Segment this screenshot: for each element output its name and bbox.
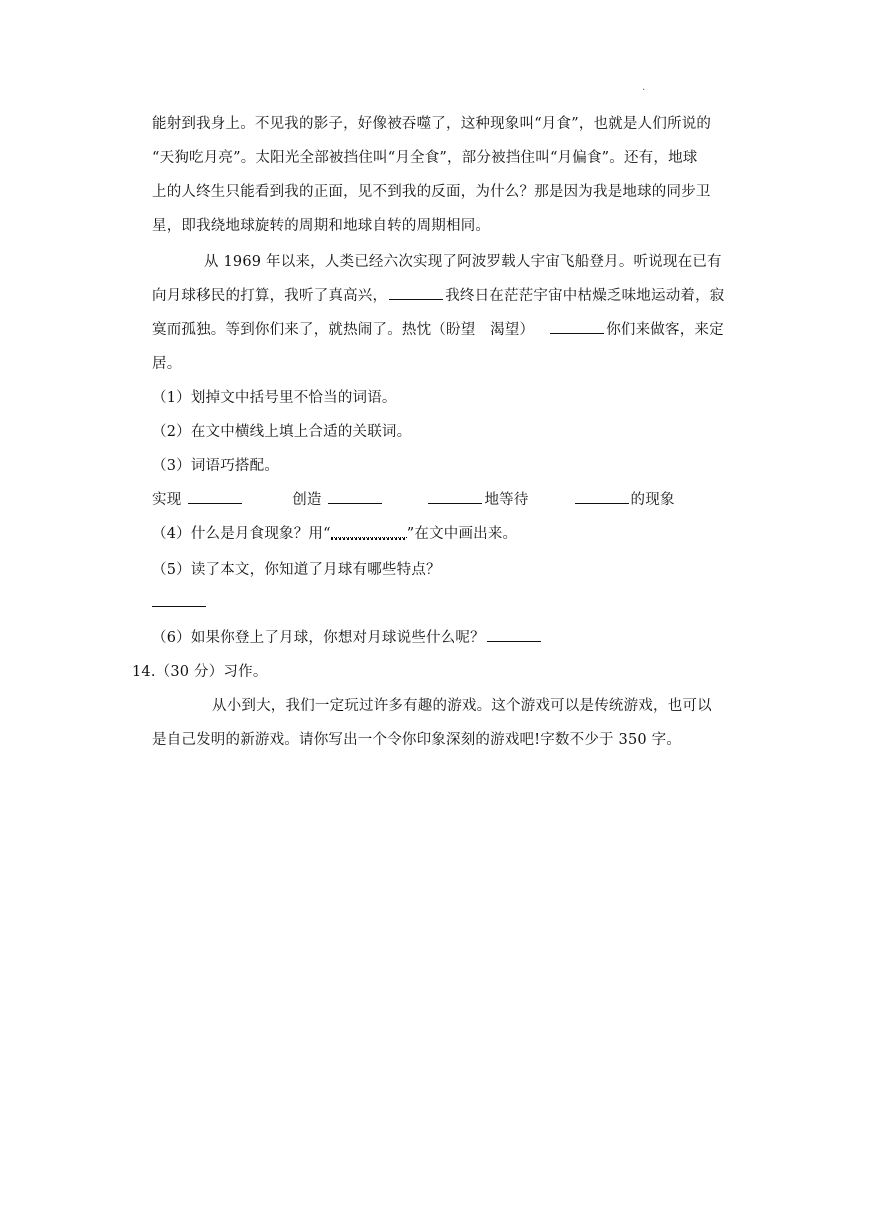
passage-text: 寞而孤独。等到你们来了，就热闹了。热忱（盼望 渴望） bbox=[152, 322, 535, 338]
question-5-answer bbox=[150, 592, 208, 611]
fill-blank[interactable] bbox=[550, 319, 604, 334]
q3-item-d: 的现象 bbox=[630, 492, 675, 508]
wavy-underline-icon bbox=[331, 525, 407, 538]
passage-line-5: 从 1969 年以来，人类已经六次实现了阿波罗载人宇宙飞船登月。听说现在已有 bbox=[204, 254, 722, 270]
fill-blank[interactable] bbox=[428, 489, 482, 504]
fill-blank[interactable] bbox=[389, 285, 443, 300]
question-14-line-1: 从小到大，我们一定玩过许多有趣的游戏。这个游戏可以是传统游戏，也可以 bbox=[212, 698, 712, 714]
fill-blank[interactable] bbox=[328, 489, 382, 504]
q6-text: （6）如果你登上了月球，你想对月球说些什么呢？ bbox=[152, 630, 485, 646]
passage-text: 你们来做客，来定 bbox=[606, 322, 724, 338]
passage-line-6 bbox=[152, 284, 725, 305]
fill-blank[interactable] bbox=[152, 592, 206, 607]
fill-blank[interactable] bbox=[487, 627, 541, 642]
fill-blank[interactable] bbox=[188, 489, 242, 504]
question-4 bbox=[152, 522, 517, 543]
question-14-line-2: 是自己发明的新游戏。请你写出一个令你印象深刻的游戏吧!字数不少于 350 字。 bbox=[152, 732, 682, 748]
passage-line-7 bbox=[152, 318, 724, 339]
passage-line-1: 能射到我身上。不见我的影子，好像被吞噬了，这种现象叫“月食”，也就是人们所说的 bbox=[152, 116, 712, 132]
q3-item-c: 地等待 bbox=[484, 492, 529, 508]
q4-text-a: （4）什么是月食现象？用“ bbox=[152, 526, 331, 542]
header-dot: . bbox=[642, 82, 646, 93]
passage-text: 我终日在茫茫宇宙中枯燥乏味地运动着，寂 bbox=[445, 288, 725, 304]
passage-line-2: “天狗吃月亮”。太阳光全部被挡住叫“月全食”，部分被挡住叫“月偏食”。还有，地球 bbox=[152, 150, 698, 166]
question-2: （2）在文中横线上填上合适的关联词。 bbox=[152, 424, 412, 440]
question-5: （5）读了本文，你知道了月球有哪些特点？ bbox=[152, 562, 441, 578]
q3-item-a: 实现 bbox=[152, 492, 182, 508]
fill-blank[interactable] bbox=[575, 489, 629, 504]
passage-text: 向月球移民的打算，我听了真高兴， bbox=[152, 288, 388, 304]
question-3: （3）词语巧搭配。 bbox=[152, 458, 280, 474]
question-1: （1）划掉文中括号里不恰当的词语。 bbox=[152, 390, 397, 406]
passage-line-8: 居。 bbox=[152, 356, 182, 372]
q4-text-b: ”在文中画出来。 bbox=[406, 526, 518, 542]
question-6 bbox=[152, 626, 543, 647]
passage-line-4: 星，即我绕地球旋转的周期和地球自转的周期相同。 bbox=[152, 218, 491, 234]
q3-item-b: 创造 bbox=[292, 492, 322, 508]
question-14-title: 14.（30 分）习作。 bbox=[132, 664, 268, 680]
passage-line-3: 上的人终生只能看到我的正面，见不到我的反面，为什么？那是因为我是地球的同步卫 bbox=[152, 184, 711, 200]
question-3-items bbox=[152, 488, 675, 509]
